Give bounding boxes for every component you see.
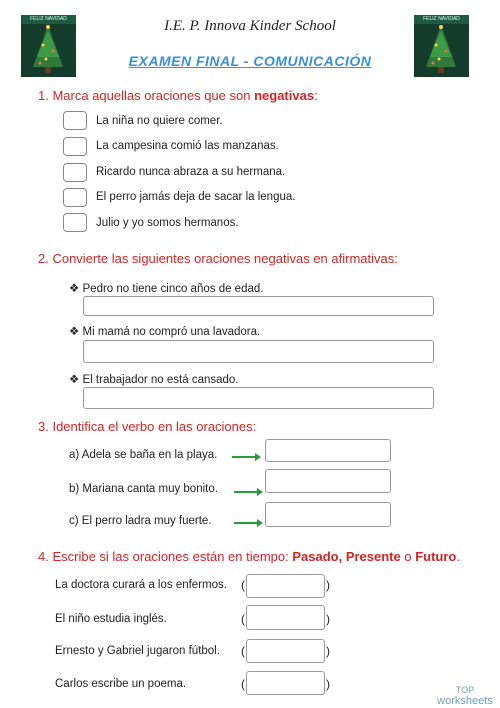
arrow-right-icon <box>232 456 256 458</box>
logo-line-2: worksheets <box>437 695 493 707</box>
tree-badge-text-right: FELIZ NAVIDAD <box>423 16 460 22</box>
tense-field-4[interactable] <box>246 671 325 695</box>
q3-item-b: b) Mariana canta muy bonito. <box>69 483 218 495</box>
q3-item-c: c) El perro ladra muy fuerte. <box>69 515 212 527</box>
q2-item-3-text: El trabajador no está cansado. <box>82 374 239 386</box>
topworksheets-logo <box>430 686 500 707</box>
checkbox-4[interactable] <box>63 188 87 207</box>
question-1-heading <box>38 88 318 103</box>
question-4-heading <box>38 549 460 564</box>
q2-item-1-text: Pedro no tiene cinco años de edad. <box>82 283 264 295</box>
exam-title: EXAMEN FINAL - COMUNICACIÓN <box>128 53 372 69</box>
open-paren: ( <box>241 578 245 592</box>
q4-item-3: Ernesto y Gabriel jugaron fútbol. <box>55 645 220 657</box>
checkbox-1[interactable] <box>63 111 87 130</box>
checkbox-2[interactable] <box>63 137 87 156</box>
arrow-right-icon <box>234 522 258 524</box>
q3-item-a: a) Adela se baña en la playa. <box>69 449 218 461</box>
checkbox-5[interactable] <box>63 213 87 232</box>
q4-item-2: El niño estudia inglés. <box>55 613 167 625</box>
question-1-heading-suffix: : <box>314 88 318 103</box>
close-paren: ) <box>326 578 330 592</box>
open-paren: ( <box>241 644 245 658</box>
question-4-heading-mid: o <box>400 549 416 564</box>
open-paren: ( <box>241 677 245 691</box>
verb-field-b[interactable] <box>265 469 391 493</box>
tense-field-3[interactable] <box>246 639 325 663</box>
question-4-heading-prefix: 4. Escribe si las oraciones están en tiempo: <box>38 549 293 564</box>
q4-item-4: Carlos escribe un poema. <box>55 678 187 690</box>
open-paren: ( <box>241 612 245 626</box>
answer-field-1[interactable] <box>83 296 434 316</box>
q1-item-2: La campesina comió las manzanas. <box>96 140 279 152</box>
q1-item-1: La niña no quiere comer. <box>96 115 223 127</box>
q2-item-2-text: Mi mamá no compró una lavadora. <box>82 326 261 338</box>
question-3-heading: 3. Identifica el verbo en las oraciones: <box>38 419 257 434</box>
q1-item-5: Julio y yo somos hermanos. <box>96 217 239 229</box>
diamond-bullet-icon: ❖ <box>69 283 80 295</box>
question-4-heading-emph: Pasado, Presente <box>292 549 401 564</box>
arrow-right-icon <box>234 491 258 493</box>
q2-item-3 <box>69 372 239 386</box>
diamond-bullet-icon: ❖ <box>69 326 80 338</box>
question-4-heading-emph2: Futuro <box>415 549 457 564</box>
logo-line-1: TOP <box>455 685 475 695</box>
q2-item-2 <box>69 324 260 338</box>
tree-badge-text-left: FELIZ NAVIDAD <box>30 16 67 22</box>
answer-field-2[interactable] <box>83 340 434 363</box>
answer-field-3[interactable] <box>83 387 434 409</box>
q4-item-1: La doctora curará a los enfermos. <box>55 579 227 591</box>
close-paren: ) <box>326 677 330 691</box>
tense-field-2[interactable] <box>246 605 325 630</box>
school-name: I.E. P. Innova Kinder School <box>164 18 336 34</box>
q2-item-1 <box>69 281 263 295</box>
question-2-heading: 2. Convierte las siguientes oraciones negativas en afirmativas: <box>38 251 398 266</box>
close-paren: ) <box>326 612 330 626</box>
question-4-heading-suffix: . <box>456 549 460 564</box>
tense-field-1[interactable] <box>246 574 325 598</box>
q1-item-3: Ricardo nunca abraza a su hermana. <box>96 166 286 178</box>
verb-field-a[interactable] <box>265 439 391 462</box>
q1-item-4: El perro jamás deja de sacar la lengua. <box>96 191 296 203</box>
checkbox-3[interactable] <box>63 163 87 182</box>
verb-field-c[interactable] <box>265 502 391 527</box>
question-1-heading-emph: negativas <box>254 88 315 103</box>
diamond-bullet-icon: ❖ <box>69 374 80 386</box>
question-1-heading-prefix: 1. Marca aquellas oraciones que son <box>38 88 255 103</box>
close-paren: ) <box>326 644 330 658</box>
